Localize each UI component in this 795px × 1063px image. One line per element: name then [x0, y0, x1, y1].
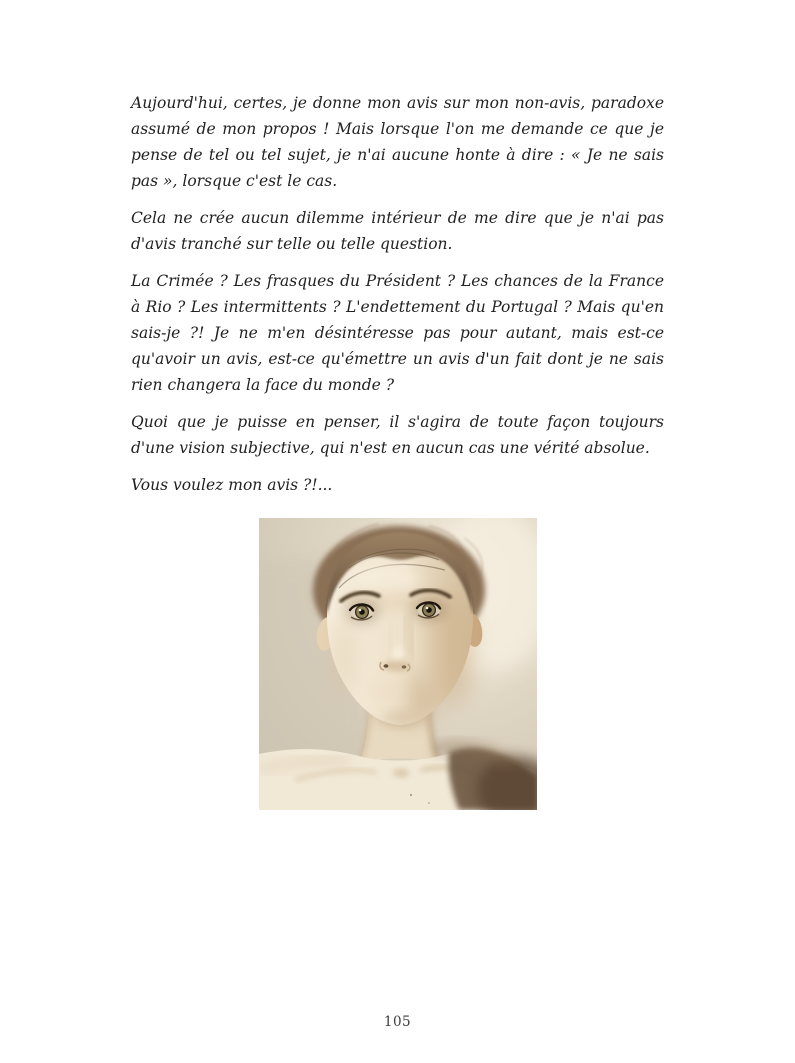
portrait-photo — [259, 518, 537, 810]
body-paragraph: Quoi que je puisse en penser, il s'agira de toute façon toujours d'une vision subjective, qui n'est en aucun cas une vérité absolue. — [131, 413, 664, 457]
body-paragraph: Aujourd'hui, certes, je donne mon avis sur mon non-avis, paradoxe assumé de mon propos ! Mais lorsque l'on me demande ce que je pense de tel ou tel sujet, je n'ai aucune honte à dire : « Je ne sais pas », lorsque c'est le cas. — [131, 94, 664, 190]
body-paragraph: Cela ne crée aucun dilemme intérieur de me dire que je n'ai pas d'avis tranché sur telle ou telle question. — [131, 209, 664, 253]
body-paragraph: La Crimée ? Les frasques du Président ? Les chances de la France à Rio ? Les intermittents ? L'endettement du Portugal ? Mais qu'en sais-je ?! Je ne m'en désintéresse pas pour autant, mais est-ce qu'avoir un avis, est-ce qu'émettre un avis d'un fait dont je ne sais rien changera la face du monde ? — [131, 272, 664, 394]
page-number: 105 — [383, 1014, 412, 1030]
text-block — [131, 90, 664, 509]
body-paragraph: Vous voulez mon avis ?!... — [131, 476, 333, 494]
